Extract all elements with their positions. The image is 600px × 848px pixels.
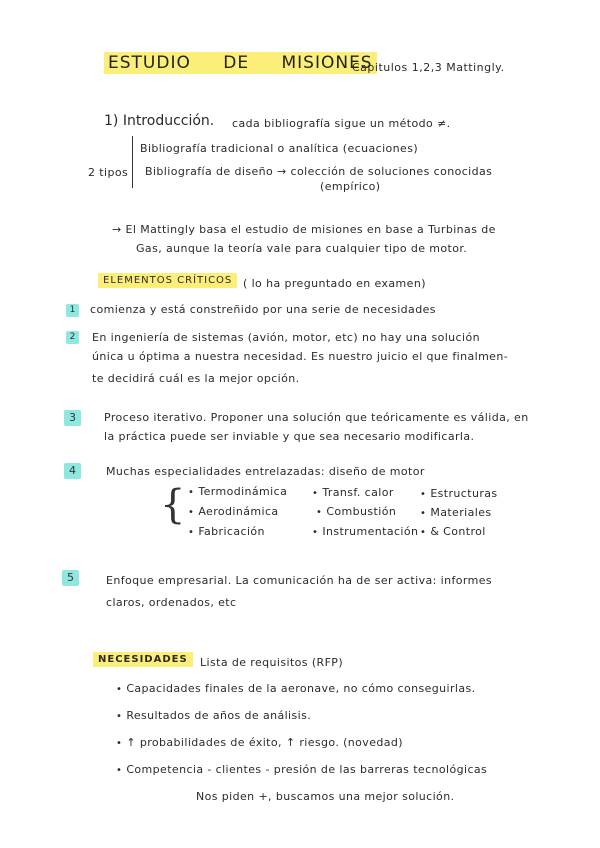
necesidad-bullet: • Competencia - clientes - presión de las barreras tecnológicas [116,763,488,776]
page-subtitle: Capitulos 1,2,3 Mattingly. [352,61,505,74]
tipo-2-sub: (empírico) [320,180,381,193]
especialidad-item: • Estructuras [420,487,498,500]
tipos-divider [132,136,133,188]
necesidad-bullet: • Resultados de años de análisis. [116,709,312,722]
arrow-note-line1: → El Mattingly basa el estudio de misiones en base a Turbinas de [112,223,496,236]
item-number-badge: 5 [62,570,79,586]
especialidad-item: • Fabricación [188,525,265,538]
elementos-tag: ELEMENTOS CRÍTICOS [98,273,237,288]
especialidad-item: • Termodinámica [188,485,288,498]
item-4-line-1: Muchas especialidades entrelazadas: diseño de motor [106,465,425,478]
necesidades-tag: NECESIDADES [93,652,193,667]
especialidad-item: • Combustión [316,505,397,518]
tipos-label: 2 tipos [88,166,129,179]
item-5-line-1: Enfoque empresarial. La comunicación ha de ser activa: informes [106,574,493,587]
especialidad-item: • Aerodinámica [188,505,279,518]
item-3-line-1: Proceso iterativo. Proponer una solución que teóricamente es válida, en [104,411,529,424]
especialidad-item: • Instrumentación [312,525,419,538]
item-2-line-2: única u óptima a nuestra necesidad. Es nuestro juicio el que finalmen- [92,350,509,363]
item-1-line-1: comienza y está constreñido por una serie de necesidades [90,303,436,316]
item-2-line-3: te decidirá cuál es la mejor opción. [92,372,300,385]
elementos-note: ( lo ha preguntado en examen) [243,277,426,290]
necesidad-bullet: • Capacidades finales de la aeronave, no cómo conseguirlas. [116,682,476,695]
item-3-line-2: la práctica puede ser inviable y que sea necesario modificarla. [104,430,475,443]
item-2-line-1: En ingeniería de sistemas (avión, motor, etc) no hay una solución [92,331,480,344]
item-number-badge: 3 [64,410,81,426]
item-number-badge: 2 [66,331,79,344]
intro-heading: 1) Introducción. [104,113,215,129]
item-5-line-2: claros, ordenados, etc [106,596,237,609]
page-title: ESTUDIO DE MISIONES [104,52,377,74]
necesidades-note: Lista de requisitos (RFP) [200,656,344,669]
especialidad-item: • & Control [420,525,486,538]
arrow-note-line2: Gas, aunque la teoría vale para cualquier tipo de motor. [136,242,468,255]
tipo-2: Bibliografía de diseño → colección de soluciones conocidas [145,165,493,178]
especialidad-item: • Materiales [420,506,492,519]
brace: { [160,482,186,528]
intro-note: cada bibliografía sigue un método ≠. [232,117,451,130]
necesidades-final: Nos piden +, buscamos una mejor solución. [196,790,455,803]
tipo-1: Bibliografía tradicional o analítica (ecuaciones) [140,142,419,155]
especialidad-item: • Transf. calor [312,486,394,499]
item-number-badge: 1 [66,304,79,317]
necesidad-bullet: • ↑ probabilidades de éxito, ↑ riesgo. (novedad) [116,736,403,749]
item-number-badge: 4 [64,463,81,479]
